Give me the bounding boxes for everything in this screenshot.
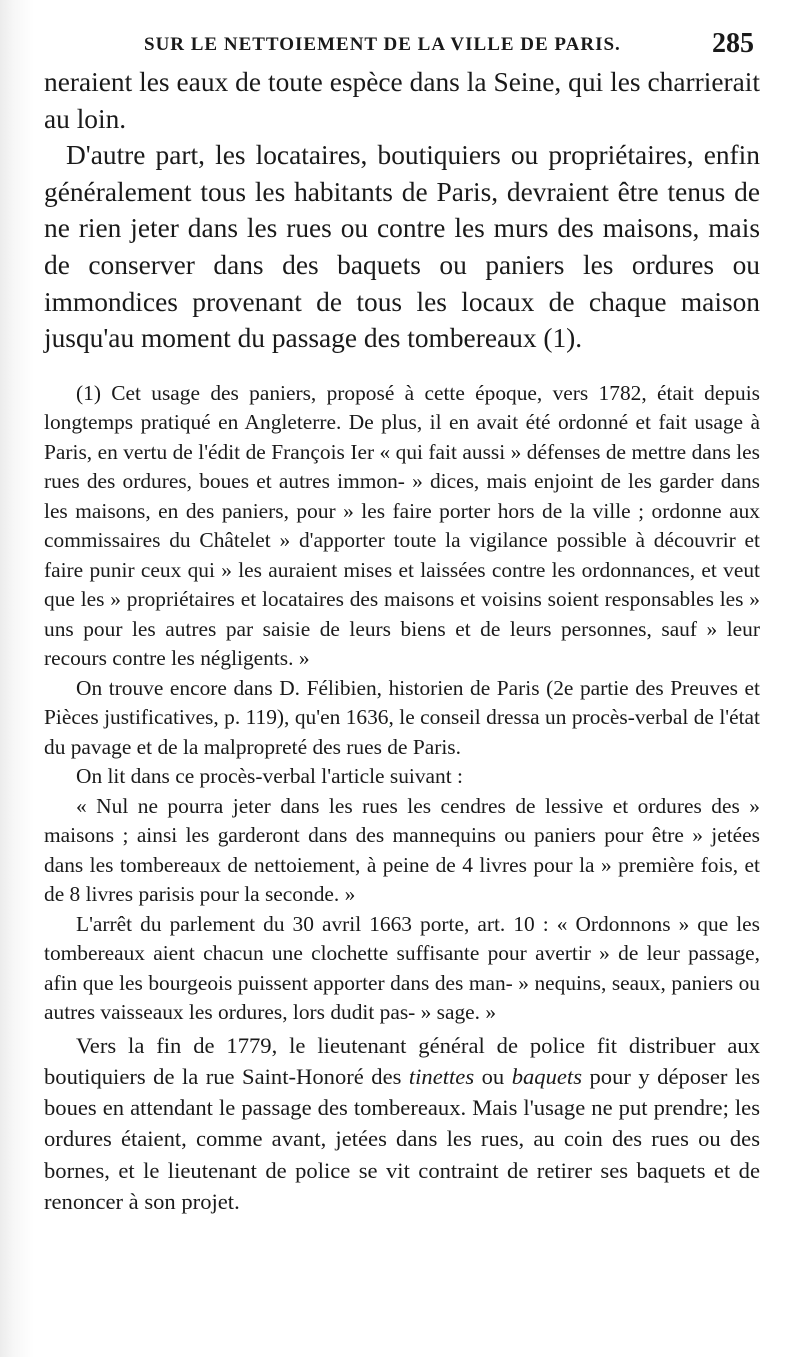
footnote-quote-1636: « Nul ne pourra jeter dans les rues les cendres de lessive et ordures des » maisons ; ainsi les garderont dans des mannequins ou paniers pour être » jetées dans les tombereaux de nettoiement, à peine de 4 livres pour la » première fois, et de 8 livres parisis pour la seconde. » <box>44 793 760 907</box>
closing-text-a: Vers la fin de 1779, le lieutenant général de police fit distribuer aux boutiquiers de la rue Saint-Honoré des <box>44 1032 760 1089</box>
paragraph-2: D'autre part, les locataires, boutiquiers ou propriétaires, enfin généralement tous les habitants de Paris, devraient être tenus de ne rien jeter dans les rues ou contre les murs des maisons, mais de conserver dans des baquets ou paniers les ordures ou immondices provenant de tous les locaux de chaque maison jusqu'au moment du passage des tombereaux (1). <box>44 140 760 354</box>
footnote-gap <box>44 357 760 379</box>
paragraph-1: neraient les eaux de toute espèce dans la Seine, qui les charrierait au loin. <box>44 67 760 134</box>
footnote-paragraph-article: On lit dans ce procès-verbal l'article suivant : <box>76 764 463 789</box>
footnote-block <box>44 379 760 1028</box>
running-title: SUR LE NETTOIEMENT DE LA VILLE DE PARIS. <box>144 34 621 55</box>
closing-text-c: pour y déposer les boues en attendant le passage des tombereaux. Mais l'usage ne put prendre; les ordures étaient, comme avant, jetées dans les rues, au coin des rues ou des bornes, et le lieutenant de police se vit contraint de retirer ses baquets et de renoncer à son projet. <box>44 1063 760 1214</box>
running-head <box>44 28 760 64</box>
main-text <box>44 64 760 357</box>
closing-text-b: ou <box>474 1063 512 1089</box>
footnote-paragraph-felibien: On trouve encore dans D. Félibien, historien de Paris (2e partie des Preuves et Pièces justificatives, p. 119), qu'en 1636, le conseil dressa un procès-verbal de l'état du pavage et de la malpropreté des rues de Paris. <box>44 675 760 759</box>
footnote-1: (1) Cet usage des paniers, proposé à cette époque, vers 1782, était depuis longtemps pratiqué en Angleterre. De plus, il en avait été ordonné et fait usage à Paris, en vertu de l'édit de François Ier « qui fait aussi » défenses de mettre dans les rues des ordures, boues et autres immon- » dices, mais enjoint de les garder dans les maisons, en des paniers, pour » les faire porter hors de la ville ; ordonne aux commissaires du Châtelet » d'apporter toute la vigilance possible à découvrir et faire punir ceux qui » les auraient mises et laissées contre les ordonnances, et veut que les » propriétaires et locataires des maisons et voisins soient responsables les » uns pour les autres par saisie de leurs biens et de leurs personnes, sauf » leur recours contre les négligents. » <box>44 380 760 671</box>
closing-italic-baquets: baquets <box>511 1063 582 1089</box>
page-number: 285 <box>712 28 754 59</box>
closing-paragraph <box>44 1030 760 1217</box>
footnote-paragraph-arret-1663: L'arrêt du parlement du 30 avril 1663 porte, art. 10 : « Ordonnons » que les tombereaux aient chacun une clochette suffisante pour avertir » de leur passage, afin que les bourgeois puissent apporter dans des man- » nequins, seaux, paniers ou autres vaisseaux les ordures, lors dudit pas- » sage. » <box>44 911 760 1025</box>
closing-italic-tinettes: tinettes <box>408 1063 475 1089</box>
closing-paragraph-text <box>44 1030 760 1217</box>
